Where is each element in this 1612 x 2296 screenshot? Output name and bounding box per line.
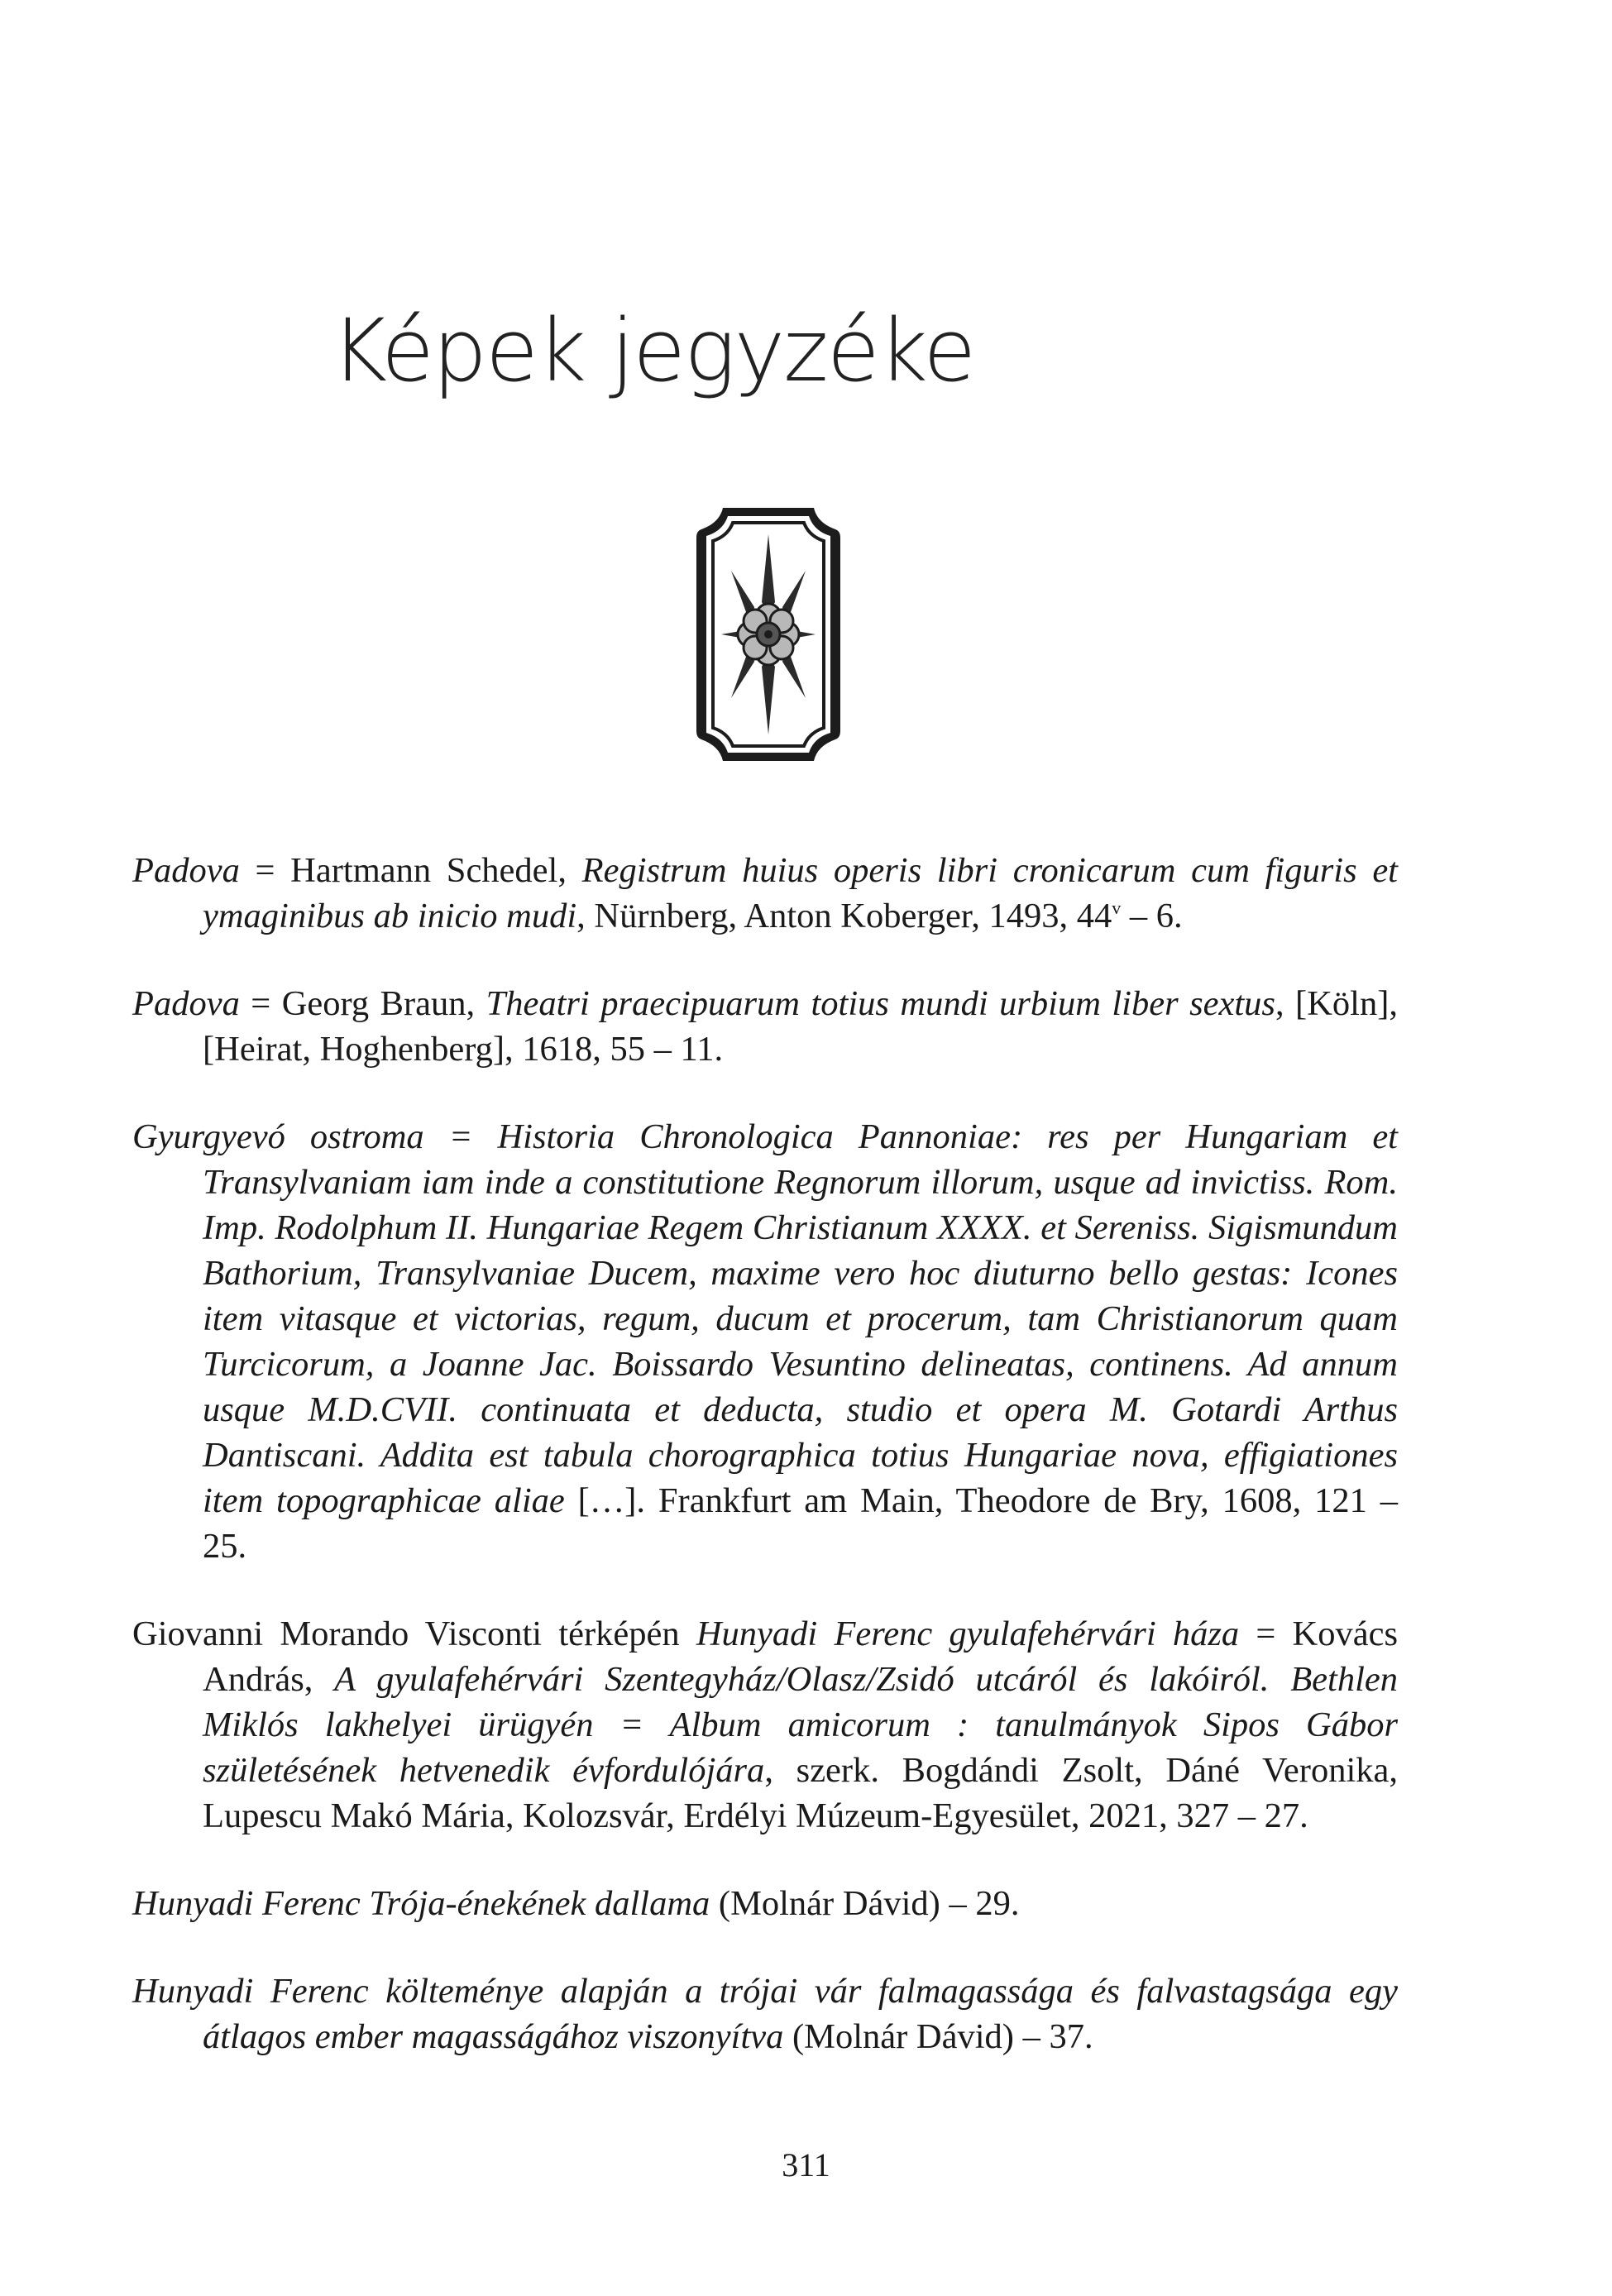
page-number: 311 (782, 2146, 830, 2184)
list-item: Giovanni Morando Visconti térképén Hunyadi Ferenc gyulafehérvári háza = Kovács András, A gyulafehérvári Szentegyház/Olasz/Zsidó utcáról és lakóiról. Bethlen Miklós lakhelyei ürügyén = Album amicorum : tanulmányok Sipos Gábor születésének hetvenedik évfordulójára, szerk. Bogdándi Zsolt, Dáné Veronika, Lupescu Makó Mária, Kolozsvár, Erdélyi Múzeum-Egyesület, 2021, 327 – 27. (132, 1614, 1399, 1835)
image-list (132, 848, 1398, 2102)
list-item: Gyurgyevó ostroma = Historia Chronologica Pannoniae: res per Hungariam et Transylvaniam iam inde a constitutione Regnorum illorum, usque ad invictiss. Rom. Imp. Rodolphum II. Hungariae Regem Christianum XXXX. et Sereniss. Sigismundum Bathorium, Transylvaniae Ducem, maxime vero hoc diuturno bello gestas: Icones item vitasque et victorias, regum, ducum et procerum, tam Christianorum quam Turcicorum, a Joanne Jac. Boissardo Vesuntino delineatas, continens. Ad annum usque M.D.CVII. continuata et deducta, studio et opera M. Gotardi Arthus Dantiscani. Addita est tabula chorographica totius Hungariae nova, effigiationes item topographicae aliae […]. Frankfurt am Main, Theodore de Bry, 1608, 121 – 25. (132, 1117, 1398, 1566)
list-item: Hunyadi Ferenc Trója-énekének dallama (Molnár Dávid) – 29. (132, 1884, 1020, 1923)
list-item: Padova = Hartmann Schedel, Registrum huius operis libri cronicarum cum figuris et ymaginibus ab inicio mudi, Nürnberg, Anton Koberger, 1493, 44$^v$ – 6. (132, 851, 1398, 935)
floral-ornament-icon (693, 505, 844, 764)
list-item: Hunyadi Ferenc költeménye alapján a trójai vár falmagassága és falvastagsága egy átlagos ember magasságához viszonyítva (Molnár Dávid) – 37. (132, 1972, 1398, 2056)
page-title: Képek jegyzéke (331, 300, 975, 401)
list-item: Padova = Georg Braun, Theatri praecipuarum totius mundi urbium liber sextus, [Köln], [Heirat, Hoghenberg], 1618, 55 – 11. (132, 984, 1398, 1069)
